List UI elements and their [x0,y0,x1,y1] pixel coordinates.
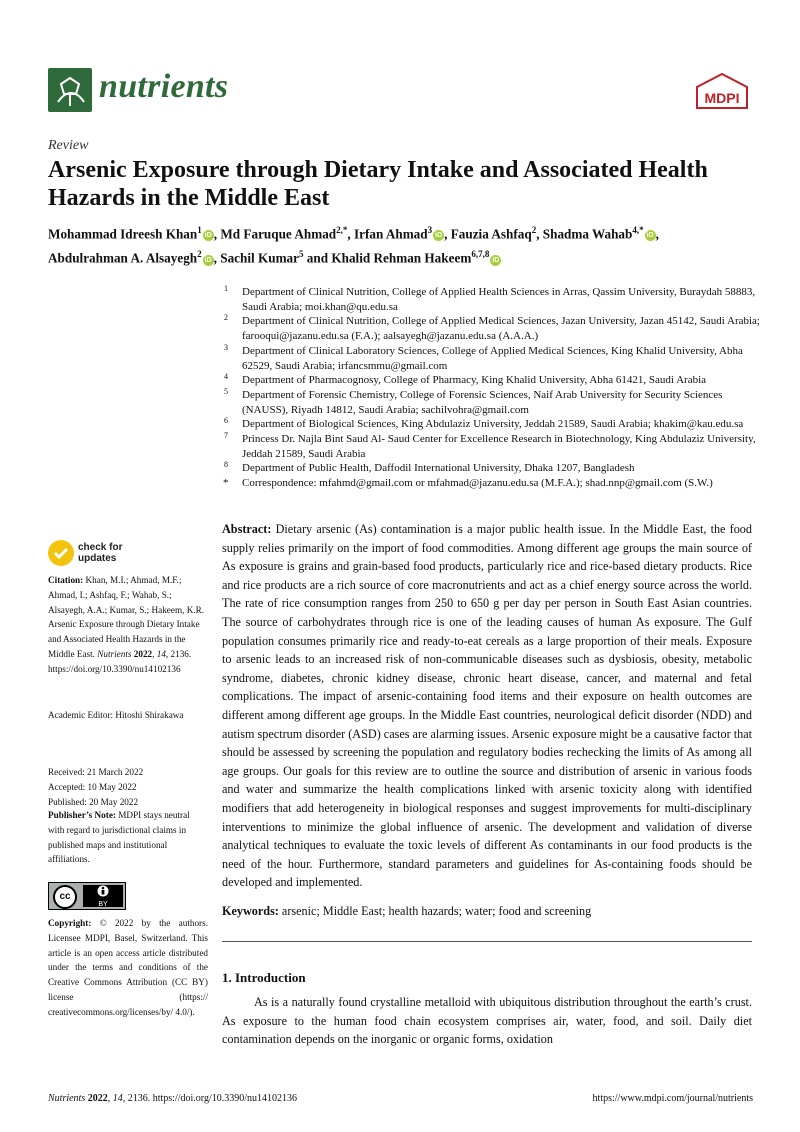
check-for-updates-label[interactable]: check for updates [78,542,123,564]
author: Abdulrahman A. Alsayegh [48,250,198,266]
affiliation-item [222,432,762,461]
orcid-icon[interactable]: iD [435,232,443,240]
affiliation-number: 1 [224,284,228,293]
author: Md Faruque Ahmad [220,226,337,242]
affiliation-item [222,461,762,476]
affiliation-number: 4 [224,372,228,382]
author: Fauzia Ashfaq [450,226,532,242]
section-divider [222,941,752,942]
author-separator: , [655,226,659,242]
author: Sachil Kumar [220,250,299,266]
article-type: Review [48,138,89,153]
affiliation-text: Department of Clinical Laboratory Sciences, College of Applied Medical Sciences, King Khalid University, Abha 62529, Saudi Arabia; irfancsmmu@gmail.com [242,344,743,372]
journal-logo-icon [48,68,92,112]
published-date: Published: 20 May 2022 [48,796,139,807]
copyright-block: Copyright: © 2022 by the authors. Licensee MDPI, Basel, Switzerland. This article is an open access article distributed under the terms and conditions of the Creative Commons Attribution (CC BY) license (https:// creativecommons.org/licenses/by/ 4.0/). [48,918,208,1017]
author-separator: , [347,226,354,242]
author-affiliation-marker: 2,* [336,225,348,235]
intro-paragraph: As is a naturally found crystalline metalloid with ubiquitous distribution throughout the earth’s crust. As exposure to the human food chain ecosystem comprises air, water, food, and soil. Daily diet contamination depends on the inorganic or organic forms, oxidation [222,995,752,1047]
author-separator: , [444,226,451,242]
keywords: Keywords: arsenic; Middle East; health hazards; water; food and screening [222,904,592,918]
author: Shadma Wahab [542,226,633,242]
received-date: Received: 21 March 2022 [48,767,144,777]
affiliation-item [222,476,762,491]
author-affiliation-marker: 5 [299,249,304,260]
author-separator: and [303,250,332,266]
footer-journal-url[interactable]: https://www.mdpi.com/journal/nutrients [592,1093,753,1104]
author: Mohammad Idreesh Khan [48,226,198,242]
article-title: Arsenic Exposure through Dietary Intake and Associated Health Hazards in the Middle East [48,157,708,211]
affiliation-item [222,314,762,343]
footer-citation: Nutrients 2022, 14, 2136. https://doi.org/10.3390/nu14102136 [48,1093,298,1104]
academic-editor: Academic Editor: Hitoshi Shirakawa [48,710,184,720]
affiliation-item [222,417,762,432]
author: Khalid Rehman Hakeem [331,250,472,266]
author-affiliation-marker: 4,* [632,225,644,235]
affiliation-number: 3 [224,342,228,352]
affiliation-text: Department of Forensic Chemistry, College of Forensic Sciences, Naif Arab University for Security Sciences (NAUSS), Riyadh 14812, Saudi Arabia; sachilvohra@gmail.com [242,388,723,416]
affiliation-number: 5 [224,386,228,396]
author-affiliation-marker: 2 [531,225,537,235]
publisher-note: Publisher’s Note: MDPI stays neutral with regard to jurisdictional claims in published maps and institutional affiliations. [48,810,190,865]
orcid-icon[interactable]: iD [204,232,212,240]
orcid-icon[interactable]: iD [492,256,500,264]
mdpi-logo-text: MDPI [704,90,740,106]
affiliation-number: 8 [224,460,228,470]
dates [48,765,208,809]
affiliation-text: Department of Biological Sciences, King Abdulaziz University, Jeddah 21589, Saudi Arabia; khakim@kau.edu.sa [242,418,744,431]
check-for-updates-icon[interactable] [48,540,74,566]
section-heading: 1. Introduction [222,970,306,985]
journal-name: nutrients [99,68,229,105]
cc-by-license-icon[interactable]: cc BY [48,882,126,910]
affiliation-text: Department of Clinical Nutrition, College of Applied Medical Sciences, Jazan University, Jazan 45142, Saudi Arabia; farooqui@jazanu.edu.sa (F.A.); aalsayegh@jazanu.edu.sa (A.A.A.) [242,315,760,343]
abstract: Abstract: Dietary arsenic (As) contamination is a major public health issue. In the Middle East, the food supply relies primarily on the import of food commodities. Among different age groups the main source of As exposure is grains and grain-based food products, particularly rice and rice-based dietary products. Rice and rice products are a rich source of core macronutrients and act as a chief energy source across the world. The rate of rice consumption ranges from 250 to 650 g per day per person in South East Asian countries. The source of carbohydrates through rice is one of the leading causes of human As exposure. The Gulf population consumes primarily rice and ready-to-eat cereals as a large proportion of their meals. Exposure to arsenic leads to an increased risk of non-communicable diseases such as dysbiosis, obesity, metabolic syndrome, diabetes, chronic kidney disease, chronic heart disease, cancer, and maternal and fetal complications. The impact of arsenic-containing food items and their exposure on health outcomes are different among different age groups. In the Middle East countries, neurological deficit disorder (NDD) and autism spectrum disorder (ASD) cases are alarming issues. Arsenic exposure might be a causative factor that should be assessed by screening the population and regulatory bodies rechecking the limits of As among all age groups. Our goals for this review are to outline the source and distribution of arsenic in various foods and water and summarize the health complications linked with arsenic toxicity along with identified modifiers that add heterogeneity in biological responses and suggest improvements for multi-disciplinary interventions to minimize the global influence of arsenic. The development and validation of diverse analytical techniques to evaluate the toxic levels of different As contaminants in our food products is the need of the hour. Furthermore, standard parameters and guidelines for As-containing foods should be developed and implemented. [222,522,752,890]
author-separator: , [213,250,221,266]
affiliation-item [222,285,762,314]
affiliation-number: 6 [224,416,228,426]
affiliations [222,285,762,491]
affiliation-text: Department of Pharmacognosy, College of Pharmacy, King Khalid University, Abha 61421, Saudi Arabia [242,374,707,387]
affiliation-item [222,344,762,373]
author-affiliation-marker: 3 [427,225,433,235]
author-affiliation-marker: 1 [197,225,202,235]
affiliation-text: Princess Dr. Najla Bint Saud Al- Saud Center for Excellence Research in Biotechnology, King Abdulaziz University, Jeddah 21589, Saudi Arabia [242,433,756,460]
affiliation-text: Department of Public Health, Daffodil International University, Dhaka 1207, Bangladesh [242,462,635,475]
affiliation-text: Correspondence: mfahmd@gmail.com or mfahmad@jazanu.edu.sa (M.F.A.); shad.nnp@gmail.com (S.W.) [242,477,713,490]
affiliation-item [222,373,762,388]
affiliation-number: 7 [224,431,228,441]
citation-block: Citation: Khan, M.I.; Ahmad, M.F.; Ahmad, I.; Ashfaq, F.; Wahab, S.; Alsayegh, A.A.; Kumar, S.; Hakeem, K.R. Arsenic Exposure through Dietary Intake and Associated Health Hazards in the Middle East. Nutrients 2022, 14, 2136. https://doi.org/10.3390/nu14102136 [48,575,205,674]
affiliation-text: Department of Clinical Nutrition, College of Applied Health Sciences in Arras, Qassim University, Buraydah 58883, Saudi Arabia; moi.khan@qu.edu.sa [242,286,756,313]
author-list [48,220,768,269]
affiliation-number: 2 [224,313,228,323]
affiliation-item [222,388,762,417]
mdpi-logo [693,72,751,112]
orcid-icon[interactable]: iD [646,232,654,240]
author-affiliation-marker: 2 [197,249,202,260]
author-affiliation-marker: 6,7,8 [471,249,490,260]
orcid-icon[interactable]: iD [204,256,212,264]
affiliation-number: * [223,477,229,490]
author: Irfan Ahmad [353,226,428,242]
author-separator: , [536,226,543,242]
author-separator: , [213,226,221,242]
accepted-date: Accepted: 10 May 2022 [48,781,137,792]
